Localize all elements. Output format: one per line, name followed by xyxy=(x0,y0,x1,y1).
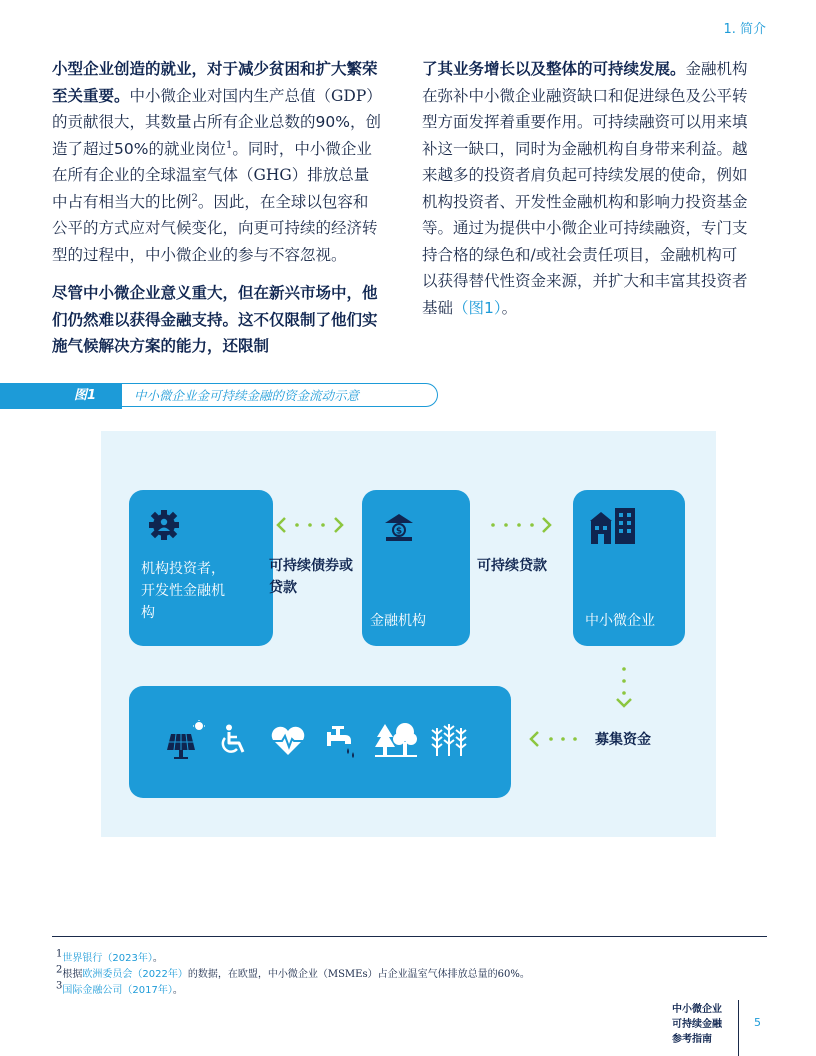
chapter-label: 1. 简介 xyxy=(723,22,766,37)
text-segment: 。 xyxy=(501,298,518,317)
funding-flow-diagram xyxy=(101,431,716,837)
footnote-divider xyxy=(52,936,767,937)
text-segment: ，创造了超过 xyxy=(52,113,381,158)
text-segment: 。同时，中小微企业在所有企业的全球温室气体（GHG）排放总量中占有相当大的比例 xyxy=(52,139,372,211)
flow-label-sustainable-loans: 可持续贷款 xyxy=(477,558,547,574)
buildings-icon xyxy=(589,506,637,544)
footnote-marker: 2 xyxy=(56,964,63,976)
figure-caption-bar xyxy=(0,383,440,409)
box-green-social-projects xyxy=(129,686,511,798)
footnote-link-ifc[interactable]: 国际金融公司（2017年） xyxy=(62,985,173,996)
text-segment: 的数据，在欧盟，中小微企业（MSMEs）占企业温室气体排放总量的60%。 xyxy=(187,969,530,980)
page-number: 5 xyxy=(754,1016,761,1029)
down-arrow-icon xyxy=(614,665,634,711)
heart-pulse-icon xyxy=(269,726,307,756)
footnote-link-european-commission[interactable]: 欧洲委员会（2022年） xyxy=(82,969,188,980)
figure-reference-link[interactable]: （图1） xyxy=(453,298,502,317)
figure-number-text: 图1 xyxy=(73,388,96,403)
flow-label-bonds-loans: 可持续债券或贷款 xyxy=(269,558,353,596)
text-segment: 中小微企业对国内生产总值（GDP）的贡献很大，其数量占所有企业总数的 xyxy=(52,86,382,131)
footnote-marker: 1 xyxy=(56,948,63,960)
paragraph-msme-importance xyxy=(52,56,382,268)
footnote-marker: 3 xyxy=(56,980,63,992)
paragraph-financial-institutions xyxy=(422,56,752,321)
left-column xyxy=(52,56,382,372)
footnote-ref-2[interactable]: 2 xyxy=(191,192,198,204)
wheat-icon xyxy=(431,720,467,758)
footnote-ref-1[interactable]: 1 xyxy=(225,139,233,151)
box-financial-institutions xyxy=(362,490,470,646)
gear-people-icon xyxy=(147,508,181,542)
box-label-msmes: 中小微企业 xyxy=(585,613,655,629)
text-segment: 。 xyxy=(172,985,183,996)
percent-50: 50% xyxy=(114,139,149,158)
paragraph-financing-gap xyxy=(52,280,382,360)
bold-lead: 了其业务增长以及整体的可持续发展。 xyxy=(422,59,686,78)
box-msmes xyxy=(573,490,685,646)
footnote-link-world-bank[interactable]: 世界银行（2023年） xyxy=(62,953,153,964)
right-column xyxy=(422,56,752,333)
box-institutional-investors xyxy=(129,490,273,646)
trees-icon xyxy=(375,720,417,758)
footnote-1 xyxy=(56,948,163,966)
svg-text:$: $ xyxy=(395,526,403,537)
figure-title: 中小微企业金可持续金融的资金流动示意 xyxy=(122,383,438,407)
flow-label-raised-funds: 募集资金 xyxy=(595,732,651,748)
figure-number xyxy=(0,383,122,409)
solar-panel-icon xyxy=(167,720,205,760)
text-segment: 。因此，在全球以包容和公平的方式应对气候变化，向更可持续的经济转型的过程中，中小微企业的参与不容忽视。 xyxy=(52,192,378,264)
footer-divider xyxy=(738,1000,739,1056)
percent-90: 90% xyxy=(315,113,350,131)
water-tap-icon xyxy=(325,722,359,758)
guide-title xyxy=(672,1002,730,1047)
footnote-3 xyxy=(56,980,183,998)
wheelchair-icon xyxy=(217,724,249,756)
text-segment: 。 xyxy=(152,953,163,964)
text-segment: 的就业岗位 xyxy=(148,139,226,158)
text-segment: 金融机构在弥补中小微企业融资缺口和促进绿色及公平转型方面发挥着重要作用。可持续融资可以用来填补这一缺口，同时为金融机构自身带来利益。越来越多的投资者肩负起可持续发展的使命，例如机构投资者、开发性金融机构和影响力投资基金等。通过为提供中小微企业可持续融资，专门支持合格的绿色和/或社会责任项目，金融机构可以获得替代性资金来源，并扩大和丰富其投资者基础 xyxy=(422,60,748,317)
guide-title-line: 中小微企业 xyxy=(672,1004,722,1015)
bold-lead: 尽管中小微企业意义重大，但在新兴市场中，他们仍然难以获得金融支持。这不仅限制了他们实施气候解决方案的能力，还限制 xyxy=(52,283,378,355)
right-arrow-icon xyxy=(487,515,557,535)
bold-lead: 小型企业创造的就业，对于减少贫困和扩大繁荣至关重要。 xyxy=(52,59,378,105)
box-label-investors: 机构投资者，开发性金融机构 xyxy=(141,561,225,621)
guide-title-line: 可持续金融 xyxy=(672,1019,722,1030)
double-arrow-icon xyxy=(275,515,345,535)
box-label-financial-institutions: 金融机构 xyxy=(370,613,426,629)
left-arrow-icon xyxy=(527,729,583,749)
footnote-2 xyxy=(56,964,530,982)
guide-title-line: 参考指南 xyxy=(672,1034,712,1045)
text-segment: 根据 xyxy=(62,969,83,980)
bank-icon xyxy=(382,512,416,542)
